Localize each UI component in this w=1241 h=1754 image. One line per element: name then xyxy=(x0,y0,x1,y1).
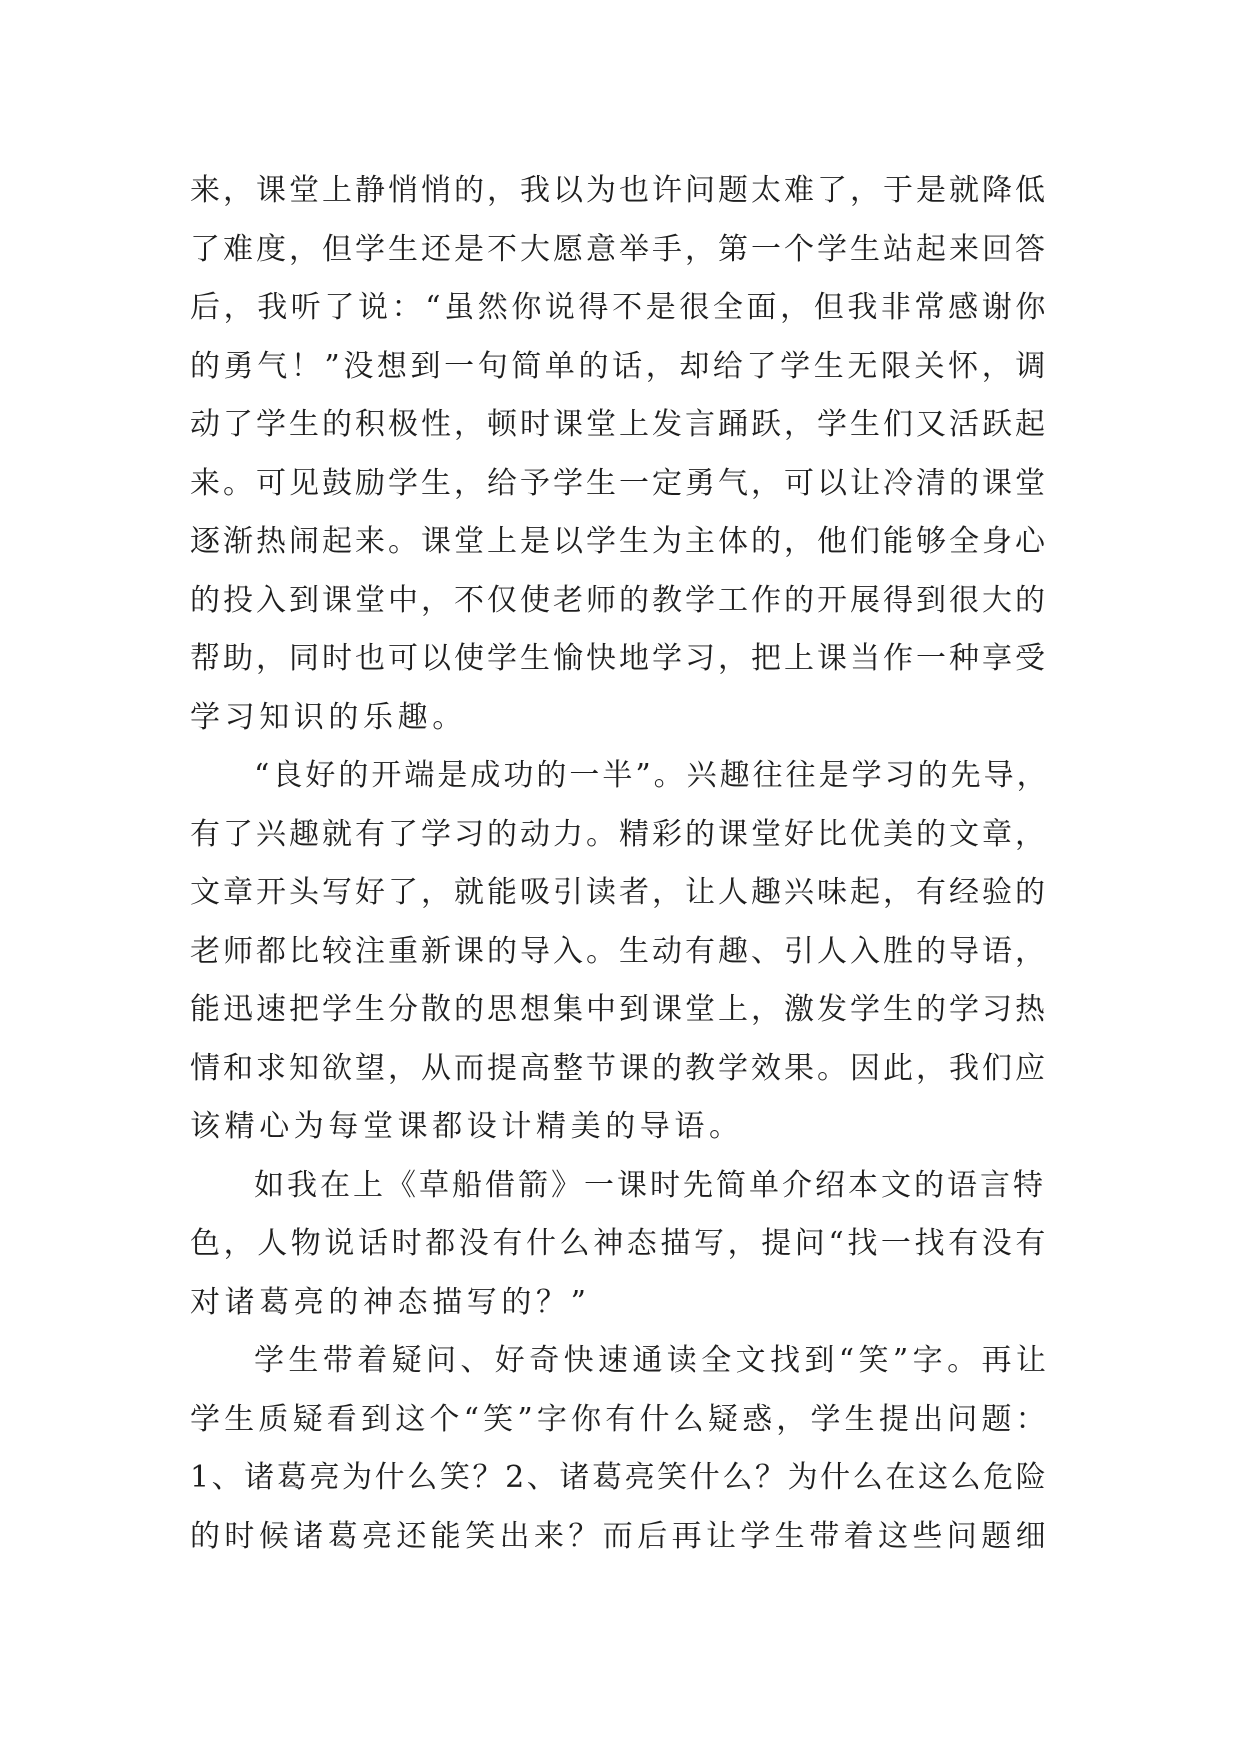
text-line: 的时候诸葛亮还能笑出来？而后再让学生带着这些问题细 xyxy=(190,1518,1050,1554)
text-line: 动了学生的积极性，顿时课堂上发言踊跃，学生们又活跃起 xyxy=(190,407,1048,442)
text-line: 1、诸葛亮为什么笑？2、诸葛亮笑什么？为什么在这么危险 xyxy=(190,1460,1049,1495)
text-line: 的投入到课堂中，不仅使老师的教学工作的开展得到很大的 xyxy=(190,582,1048,618)
text-line: “良好的开端是成功的一半”。兴趣往往是学习的先导， xyxy=(254,758,1050,793)
text-line: 文章开头写好了，就能吸引读者，让人趣兴味起，有经验的 xyxy=(190,875,1048,910)
text-line: 老师都比较注重新课的导入。生动有趣、引人入胜的导语， xyxy=(190,933,1048,969)
text-line: 学生带着疑问、好奇快速通读全文找到“笑”字。再让 xyxy=(254,1343,1051,1378)
text-line: 如我在上《草船借箭》一课时先简单介绍本文的语言特 xyxy=(254,1167,1046,1203)
text-line: 情和求知欲望，从而提高整节课的教学效果。因此，我们应 xyxy=(190,1050,1048,1086)
text-line: 有了兴趣就有了学习的动力。精彩的课堂好比优美的文章， xyxy=(190,816,1048,852)
text-line: 的勇气！”没想到一句简单的话，却给了学生无限关怀，调 xyxy=(190,348,1049,384)
text-line: 来，课堂上静悄悄的，我以为也许问题太难了，于是就降低 xyxy=(190,173,1048,208)
text-line: 色，人物说话时都没有什么神态描写，提问“找一找有没有 xyxy=(190,1226,1049,1261)
text-line: 学生质疑看到这个“笑”字你有什么疑惑，学生提出问题： xyxy=(190,1401,1050,1437)
text-line: 了难度，但学生还是不大愿意举手，第一个学生站起来回答 xyxy=(190,231,1048,267)
text-line: 该精心为每堂课都设计精美的导语。 xyxy=(190,1109,744,1144)
text-line: 帮助，同时也可以使学生愉快地学习，把上课当作一种享受 xyxy=(190,641,1048,676)
body-text xyxy=(190,162,1050,1566)
text-line: 后，我听了说：“虽然你说得不是很全面，但我非常感谢你 xyxy=(190,290,1049,325)
text-line: 对诸葛亮的神态描写的？” xyxy=(190,1284,591,1320)
text-line: 来。可见鼓励学生，给予学生一定勇气，可以让冷清的课堂 xyxy=(190,465,1048,501)
text-line: 学习知识的乐趣。 xyxy=(190,699,467,735)
text-line: 能迅速把学生分散的思想集中到课堂上，激发学生的学习热 xyxy=(190,992,1048,1027)
text-line: 逐渐热闹起来。课堂上是以学生为主体的，他们能够全身心 xyxy=(190,524,1048,559)
